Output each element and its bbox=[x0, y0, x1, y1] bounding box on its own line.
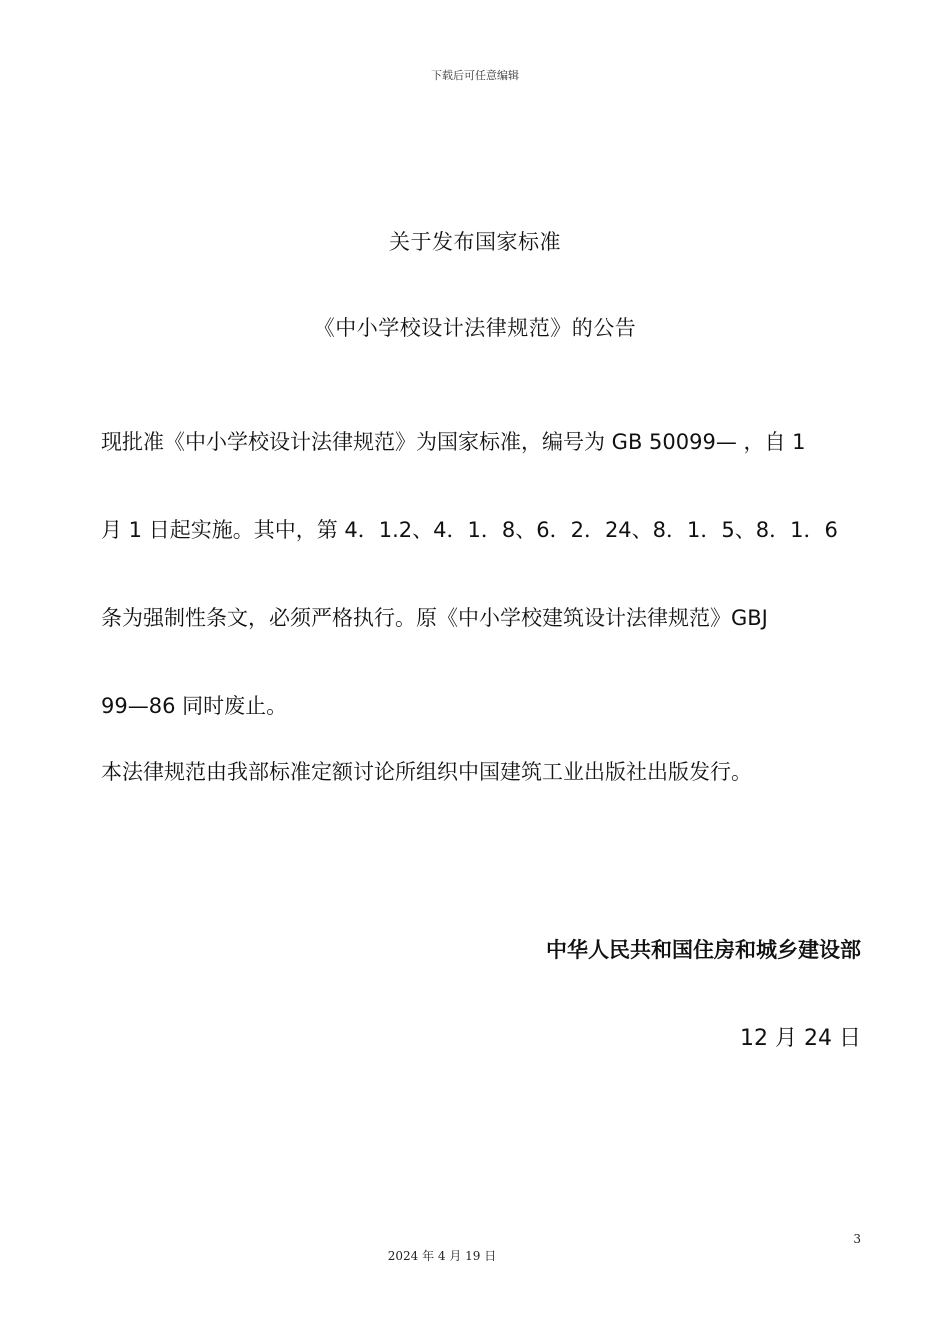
issue-date: 12 月 24 日 bbox=[740, 1026, 861, 1051]
announcement-title-line-2: 《中小学校设计法律规范》的公告 bbox=[313, 316, 637, 340]
issuing-organization: 中华人民共和国住房和城乡建设部 bbox=[546, 938, 861, 962]
body-line: 99—86 同时废止。 bbox=[101, 694, 288, 718]
header-note: 下载后可任意编辑 bbox=[431, 69, 519, 82]
body-line: 月 1 日起实施。其中，第 4．1.2、4．1．8、6．2．24、8．1．5、8．1．6 bbox=[101, 518, 838, 542]
body-line: 条为强制性条文，必须严格执行。原《中小学校建筑设计法律规范》GBJ bbox=[101, 606, 768, 630]
publication-paragraph: 本法律规范由我部标准定额讨论所组织中国建筑工业出版社出版发行。 bbox=[101, 760, 752, 784]
announcement-body bbox=[101, 398, 866, 750]
announcement-title-line-1: 关于发布国家标准 bbox=[389, 230, 561, 254]
body-line: 现批准《中小学校设计法律规范》为国家标准，编号为 GB 50099— ，自 1 bbox=[101, 430, 806, 454]
page-number: 3 bbox=[853, 1232, 861, 1246]
footer-date: 2024 年 4 月 19 日 bbox=[387, 1249, 497, 1263]
